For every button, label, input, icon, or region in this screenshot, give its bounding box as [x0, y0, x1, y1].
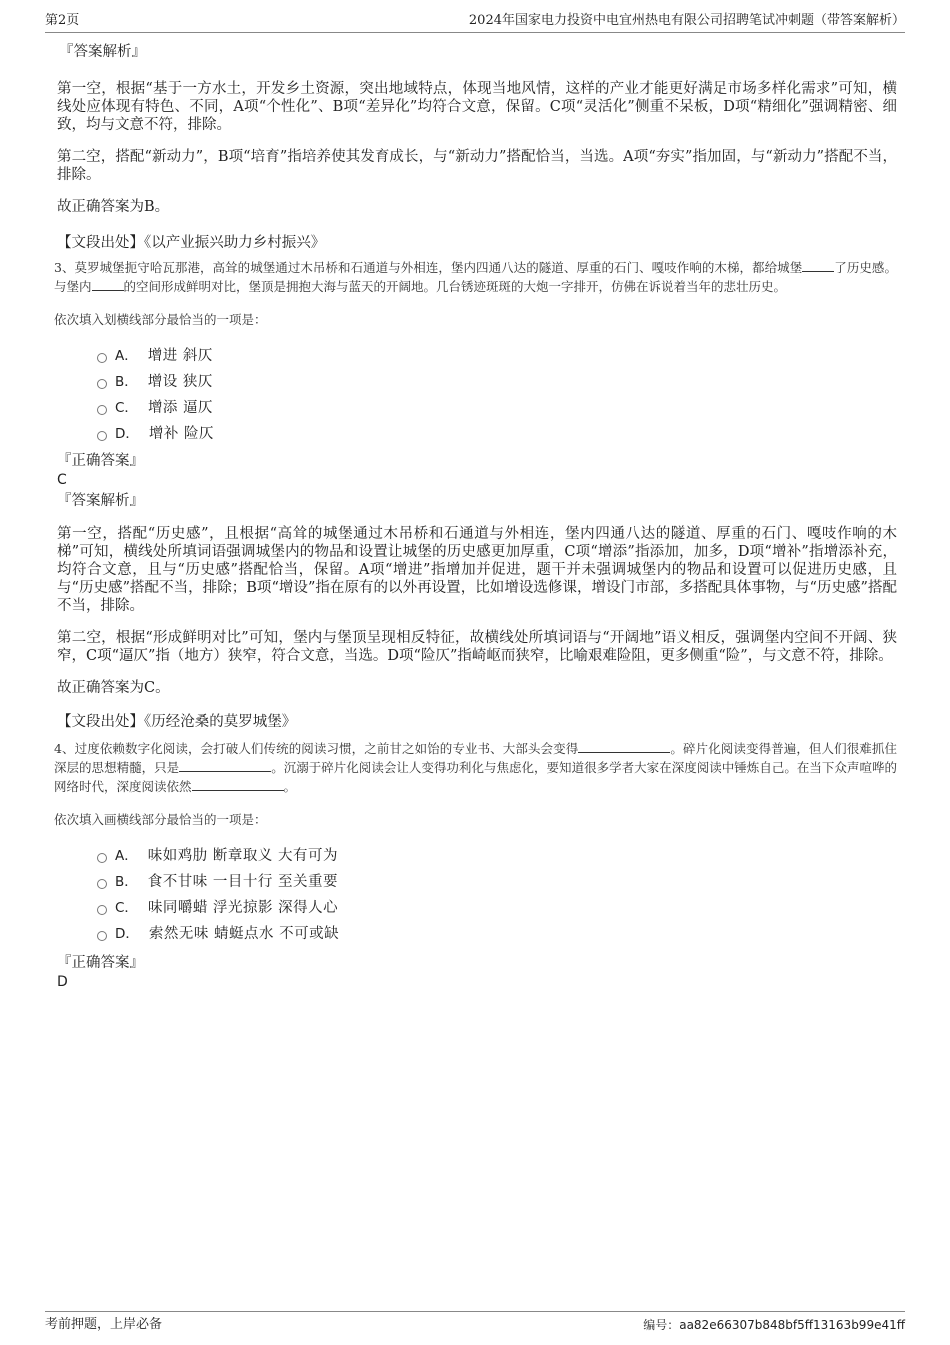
radio-icon[interactable] [97, 853, 107, 863]
q2-analysis-p2: 第二空，搭配“新动力”，B项“培育”指培养使其发育成长，与“新动力”搭配恰当，当选。A项“夯实”指加固，与“新动力”搭配不当，排除。 [57, 149, 897, 183]
radio-icon[interactable] [97, 905, 107, 915]
blank-line [192, 778, 284, 791]
q3-analysis-p1: 第一空，搭配“历史感”，且根据“高耸的城堡通过木吊桥和石通道与外相连，堡内四通八达的隧道、厚重的石门、嘎吱作响的木梯”可知，横线处所填词语强调城堡内的物品和设置让城堡的历史感更加厚重，C项“增添”指添加，加多，D项“增补”指增添补充，均符合文意，且与“历史感”搭配恰当，保留。A项“增进”指增加并促进，题干并未强调城堡内的物品和设置可以促进历史感，且与“历史感”搭配不当，排除；B项“增设”指在原有的以外再设置，比如增设选修课，增设门市部，多搭配具体事物，与“历史感”搭配不当，排除。 [57, 526, 897, 614]
page-number: 第2页 [45, 13, 80, 28]
blank-line [92, 278, 124, 291]
radio-icon[interactable] [97, 431, 107, 441]
q3-answer: C [57, 472, 67, 488]
radio-icon[interactable] [97, 931, 107, 941]
q2-source: 【文段出处】《以产业振兴助力乡村振兴》 [57, 235, 326, 251]
document-title: 2024年国家电力投资中电宜州热电有限公司招聘笔试冲刺题（带答案解析） [468, 13, 905, 28]
q4-answer-label: 『正确答案』 [57, 955, 144, 971]
q4-options [57, 843, 897, 947]
q4-option-c[interactable]: C． 味同嚼蜡 浮光掠影 深得人心 [57, 895, 897, 921]
q4-answer: D [57, 974, 68, 990]
page-footer [45, 1311, 905, 1336]
radio-icon[interactable] [97, 405, 107, 415]
q3-option-c[interactable]: C． 增添 逼仄 [57, 395, 897, 421]
q4-prompt: 依次填入画横线部分最恰当的一项是： [54, 812, 267, 827]
q3-answer-label: 『正确答案』 [57, 453, 144, 469]
q3-conclusion: 故正确答案为C。 [57, 680, 170, 696]
q4-option-d[interactable]: D． 索然无味 蜻蜓点水 不可或缺 [57, 921, 897, 947]
document-code: 编号：aa82e66307b848bf5ff13163b99e41ff [643, 1318, 905, 1332]
q2-analysis-p1: 第一空，根据“基于一方水土，开发乡土资源，突出地域特点，体现当地风情，这样的产业才能更好满足市场多样化需求”可知，横线处应体现有特色、不同，A项“个性化”、B项“差异化”均符合文意，保留。C项“灵活化”侧重不呆板，D项“精细化”强调精密、细致，均与文意不符，排除。 [57, 81, 897, 133]
q3-option-a[interactable]: A． 增进 斜仄 [57, 343, 897, 369]
page-content [54, 42, 897, 991]
q3-prompt: 依次填入划横线部分最恰当的一项是： [54, 312, 267, 327]
q4-option-a[interactable]: A． 味如鸡肋 断章取义 大有可为 [57, 843, 897, 869]
radio-icon[interactable] [97, 353, 107, 363]
q3-analysis-label: 『答案解析』 [57, 493, 144, 509]
q3-option-b[interactable]: B． 增设 狭仄 [57, 369, 897, 395]
q4-stem: 4、过度依赖数字化阅读，会打破人们传统的阅读习惯，之前甘之如饴的专业书、大部头会变得 。碎片化阅读变得普遍，但人们很难抓住深层的思想精髓，只是 。沉溺于碎片化阅读会让人变得功利化与焦虑化，要知道很多学者大家在深度阅读中锤炼自己。在当下众声喧哗的网络时代，深度阅读依然 。 [54, 741, 897, 794]
q3-analysis-p2: 第二空，根据“形成鲜明对比”可知，堡内与堡顶呈现相反特征，故横线处所填词语与“开阔地”语义相反，强调堡内空间不开阔、狭窄，C项“逼仄”指（地方）狭窄，符合文意，当选。D项“险仄”指崎岖而狭窄，比喻艰难险阻，更多侧重“险”，与文意不符，排除。 [57, 630, 897, 664]
blank-line [179, 759, 271, 772]
q4-option-b[interactable]: B． 食不甘味 一目十行 至关重要 [57, 869, 897, 895]
blank-line [802, 259, 834, 272]
q3-source: 【文段出处】《历经沧桑的莫罗城堡》 [57, 714, 297, 730]
q3-options [57, 343, 897, 447]
radio-icon[interactable] [97, 879, 107, 889]
q3-stem: 3、莫罗城堡扼守哈瓦那港，高耸的城堡通过木吊桥和石通道与外相连，堡内四通八达的隧道、厚重的石门、嘎吱作响的木梯，都给城堡 了历史感。与堡内 的空间形成鲜明对比，堡顶是拥抱大海与蓝天的开阔地。几台锈迹斑斑的大炮一字排开，仿佛在诉说着当年的悲壮历史。 [54, 260, 897, 294]
page-header [45, 10, 905, 33]
q3-option-d[interactable]: D． 增补 险仄 [57, 421, 897, 447]
q2-analysis-label: 『答案解析』 [59, 44, 146, 60]
q2-conclusion: 故正确答案为B。 [57, 199, 170, 215]
radio-icon[interactable] [97, 379, 107, 389]
blank-line [578, 740, 670, 753]
footer-slogan: 考前押题，上岸必备 [45, 1317, 163, 1332]
